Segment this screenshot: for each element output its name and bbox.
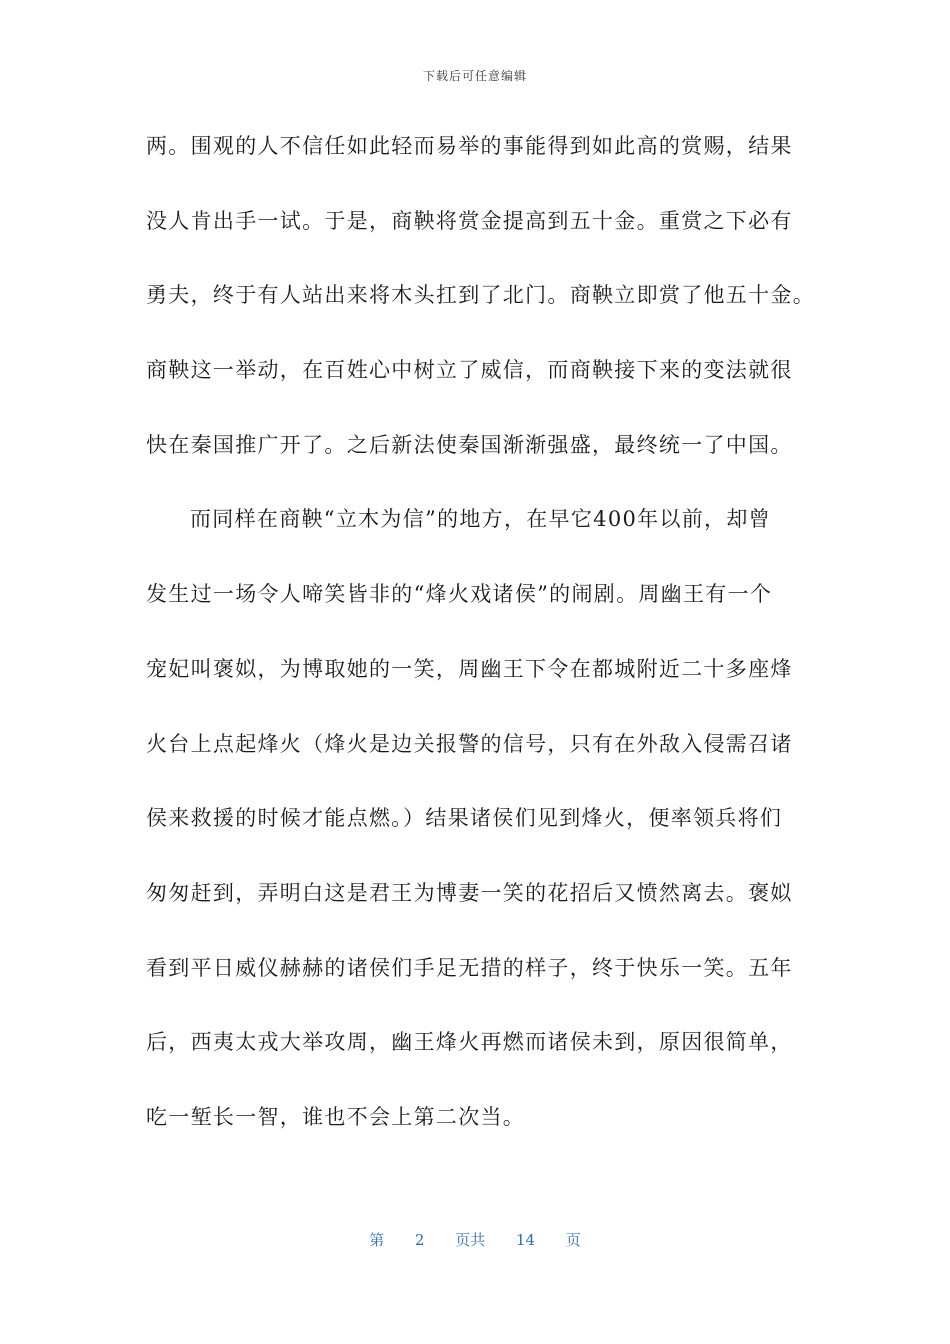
body-line: 没人肯出手一试。于是，商鞅将赏金提高到五十金。重赏之下必有 xyxy=(146,208,793,233)
page-suffix: 页 xyxy=(565,1231,581,1249)
document-body xyxy=(146,124,815,1170)
page-header: 下载后可任意编辑 xyxy=(422,69,527,83)
total-pages: 14 xyxy=(516,1231,536,1249)
body-line: 宠妃叫褒姒，为博取她的一笑，周幽王下令在都城附近二十多座烽 xyxy=(146,656,793,681)
page-label: 第 xyxy=(369,1231,385,1249)
body-line: 发生过一场令人啼笑皆非的“烽火戏诸侯”的闹剧。周幽王有一个 xyxy=(146,582,773,607)
body-line: 侯来救援的时候才能点燃。）结果诸侯们见到烽火，便率领兵将们 xyxy=(146,806,783,831)
paragraph-first-line: 而同样在商鞅“立木为信”的地方，在早它400年以前，却曾 xyxy=(190,507,771,532)
page-number: 2 xyxy=(414,1231,425,1249)
body-line: 快在秦国推广开了。之后新法使秦国渐渐强盛，最终统一了中国。 xyxy=(146,432,793,457)
body-line: 吃一堑长一智，谁也不会上第二次当。 xyxy=(146,1104,526,1129)
body-line: 勇夫，终于有人站出来将木头扛到了北门。商鞅立即赏了他五十金。 xyxy=(146,283,815,308)
body-line: 商鞅这一举动，在百姓心中树立了威信，而商鞅接下来的变法就很 xyxy=(146,358,793,383)
body-line: 看到平日威仪赫赫的诸侯们手足无措的样子，终于快乐一笑。五年 xyxy=(146,955,793,980)
body-line: 火台上点起烽火（烽火是边关报警的信号，只有在外敌入侵需召诸 xyxy=(146,731,793,756)
body-line: 匆匆赶到，弄明白这是君王为博妻一笑的花招后又愤然离去。褒姒 xyxy=(146,880,793,905)
total-label: 页共 xyxy=(455,1231,486,1249)
body-line: 后，西夷太戎大举攻周，幽王烽火再燃而诸侯未到，原因很简单， xyxy=(146,1030,793,1055)
page-footer xyxy=(0,1229,950,1250)
body-line: 两。围观的人不信任如此轻而易举的事能得到如此高的赏赐，结果 xyxy=(146,134,793,158)
